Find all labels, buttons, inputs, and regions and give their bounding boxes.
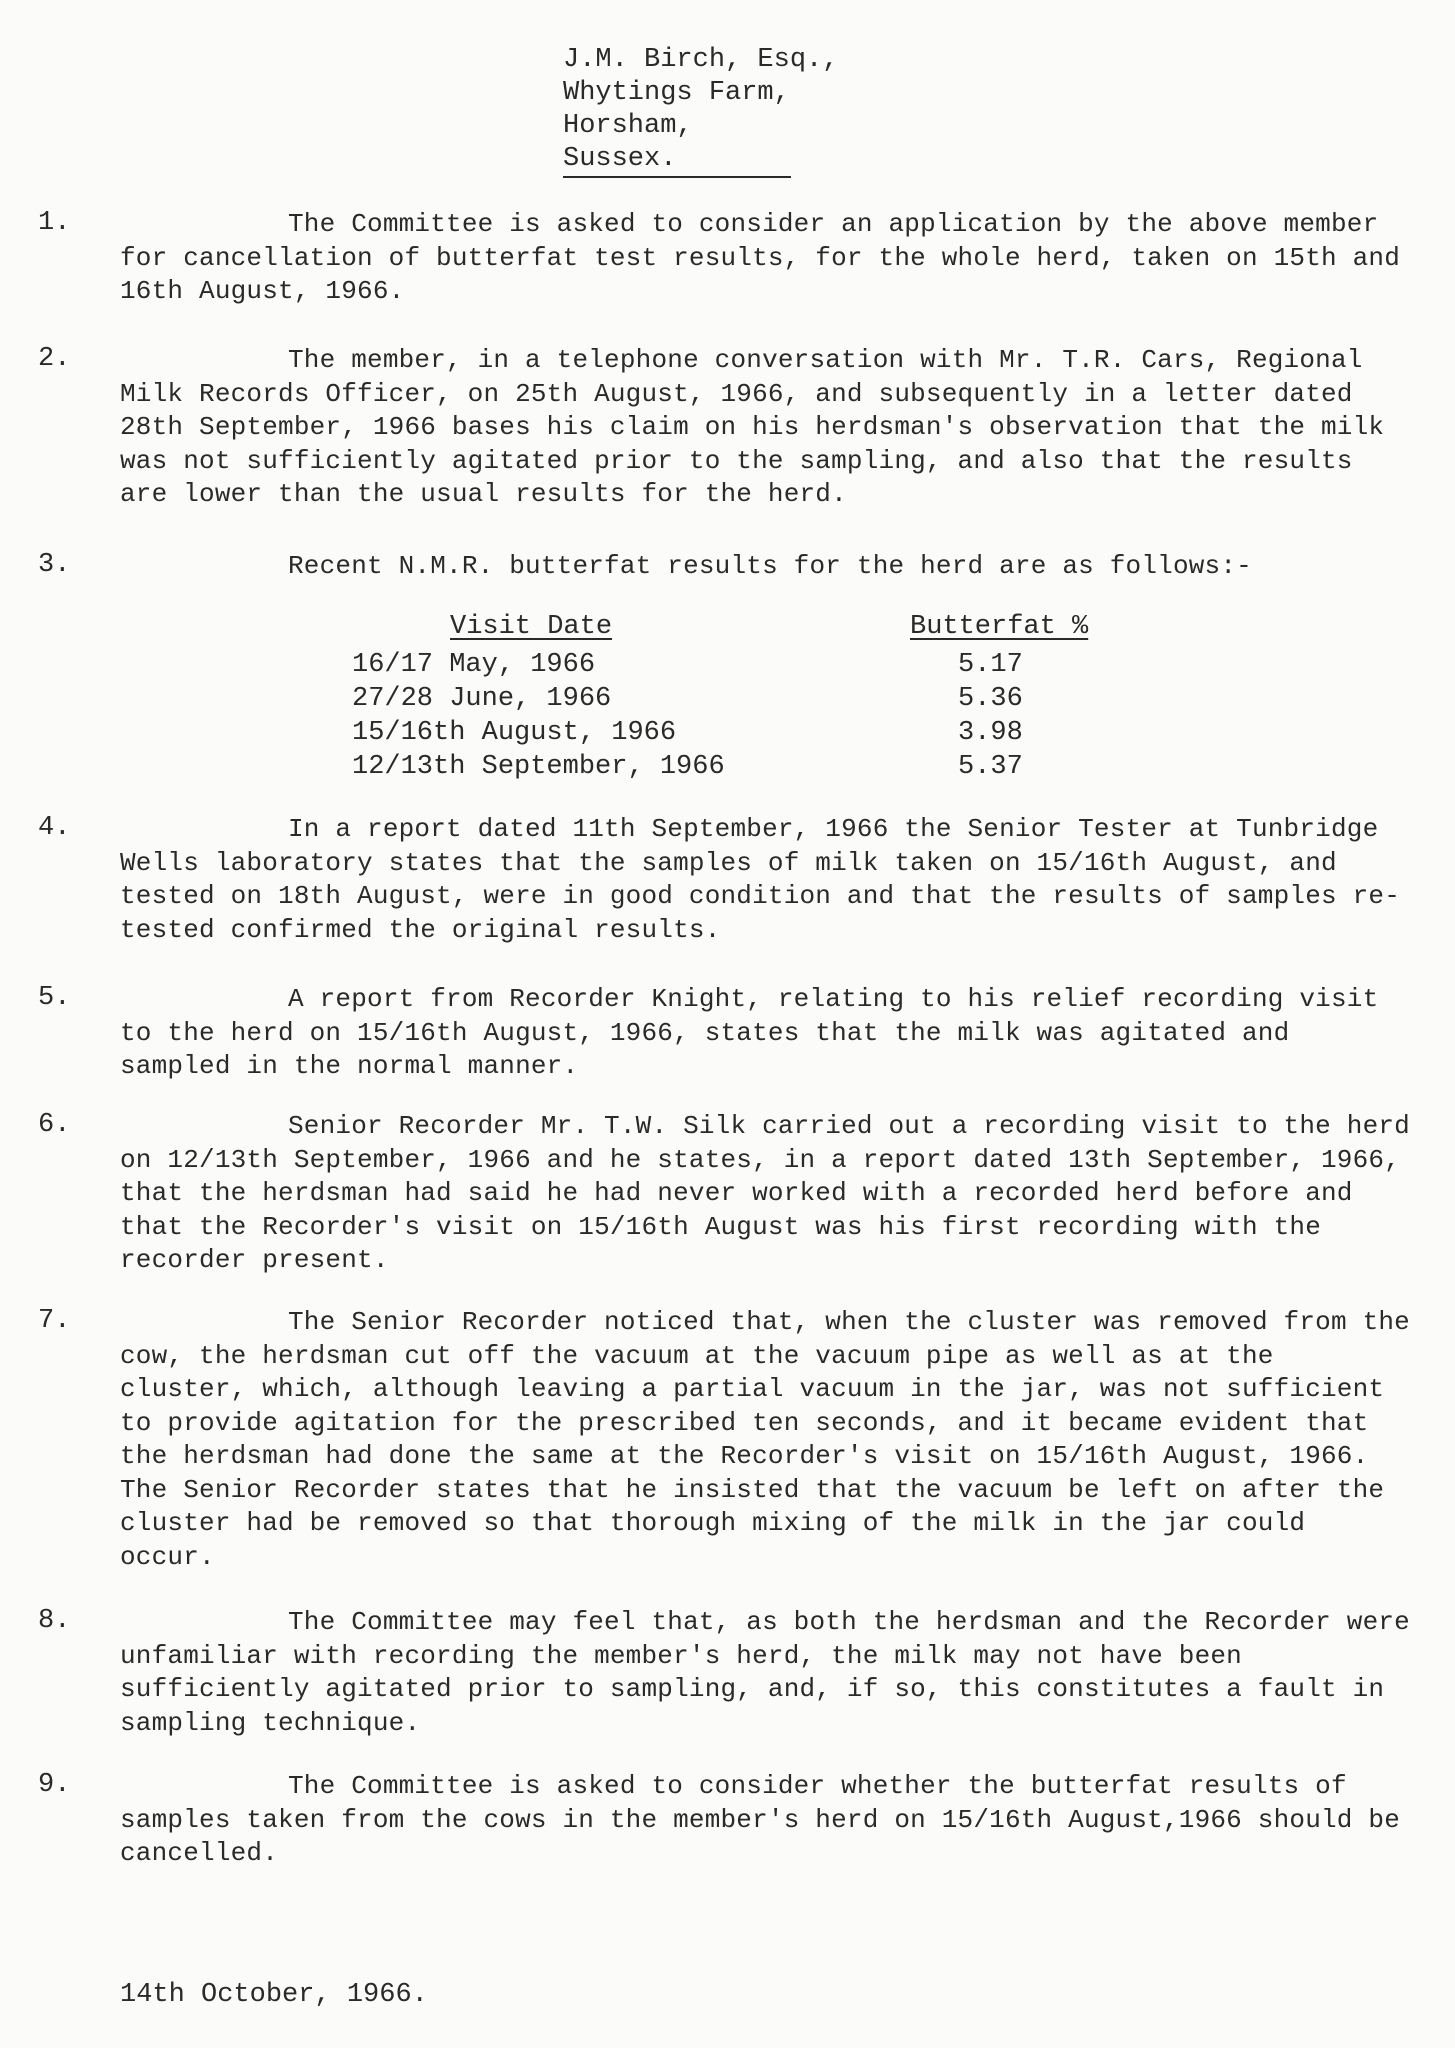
paragraph-number: 9. [38, 1770, 71, 1800]
table-cell-date: 12/13th September, 1966 [352, 752, 725, 782]
paragraph: A report from Recorder Knight, relating to his relief recording visit to the herd on 15/16th August, 1966, states that the milk was agitated and sampled in the normal manner. [120, 984, 1379, 1081]
paragraph-number: 8. [38, 1606, 71, 1636]
document-date: 14th October, 1966. [120, 1980, 428, 2010]
address-line: Whytings Farm, [563, 78, 790, 108]
table-header-visit-date: Visit Date [450, 612, 613, 642]
paragraph-number: 4. [38, 813, 71, 843]
paragraph: The Committee may feel that, as both the herdsman and the Recorder were unfamiliar with recording the member's herd, the milk may not have been sufficiently agitated prior to sampling, and, if so, this constitutes a fault in sampling technique. [120, 1607, 1410, 1738]
paragraph: The member, in a telephone conversation with Mr. T.R. Cars, Regional Milk Records Officer, on 25th August, 1966, and subsequently in a letter dated 28th September, 1966 bases his claim on his herdsman's observation that the milk was not sufficiently agitated prior to the sampling, and also that the results are lower than the usual results for the herd. [120, 345, 1385, 509]
address-line: Horsham, [563, 111, 693, 141]
paragraph-number: 3. [38, 550, 71, 580]
table-cell-date: 16/17 May, 1966 [352, 650, 596, 680]
address-block [563, 44, 838, 178]
table-cell-value: 5.36 [958, 684, 1023, 714]
paragraph: In a report dated 11th September, 1966 the Senior Tester at Tunbridge Wells laboratory states that the samples of milk taken on 15/16th August, and tested on 18th August, were in good condition and that the results of samples re-tested confirmed the original results. [120, 814, 1401, 945]
paragraph: Recent N.M.R. butterfat results for the herd are as follows:- [288, 551, 1252, 581]
paragraph-number: 1. [38, 208, 71, 238]
table-cell-date: 27/28 June, 1966 [352, 684, 612, 714]
paragraph: The Committee is asked to consider whether the butterfat results of samples taken from the cows in the member's herd on 15/16th August,1966 should be cancelled. [120, 1771, 1401, 1868]
table-cell-value: 3.98 [958, 718, 1023, 748]
address-line: Sussex. [563, 143, 791, 178]
paragraph: Senior Recorder Mr. T.W. Silk carried out a recording visit to the herd on 12/13th September, 1966 and he states, in a report dated 13th September, 1966, that the herdsman had said he had never worked with a recorded herd before and that the Recorder's visit on 15/16th August was his first recording with the recorder present. [120, 1111, 1410, 1275]
paragraph-number: 2. [38, 344, 71, 374]
paragraph: The Senior Recorder noticed that, when the cluster was removed from the cow, the herdsman cut off the vacuum at the vacuum pipe as well as at the cluster, which, although leaving a partial vacuum in the jar, was not sufficient to provide agitation for the prescribed ten seconds, and it became evident that the herdsman had done the same at the Recorder's visit on 15/16th August, 1966. The Senior Recorder states that he insisted that the vacuum be left on after the cluster had be removed so that thorough mixing of the milk in the jar could occur. [120, 1307, 1410, 1572]
table-header-butterfat: Butterfat % [910, 612, 1089, 642]
table-cell-value: 5.17 [958, 650, 1023, 680]
paragraph: The Committee is asked to consider an application by the above member for cancellation of butterfat test results, for the whole herd, taken on 15th and 16th August, 1966. [120, 209, 1401, 306]
paragraph-number: 5. [38, 983, 71, 1013]
paragraph-number: 6. [38, 1110, 71, 1140]
table-cell-value: 5.37 [958, 752, 1023, 782]
table-cell-date: 15/16th August, 1966 [352, 718, 677, 748]
address-line: J.M. Birch, Esq., [563, 45, 839, 75]
paragraph-number: 7. [38, 1306, 71, 1336]
